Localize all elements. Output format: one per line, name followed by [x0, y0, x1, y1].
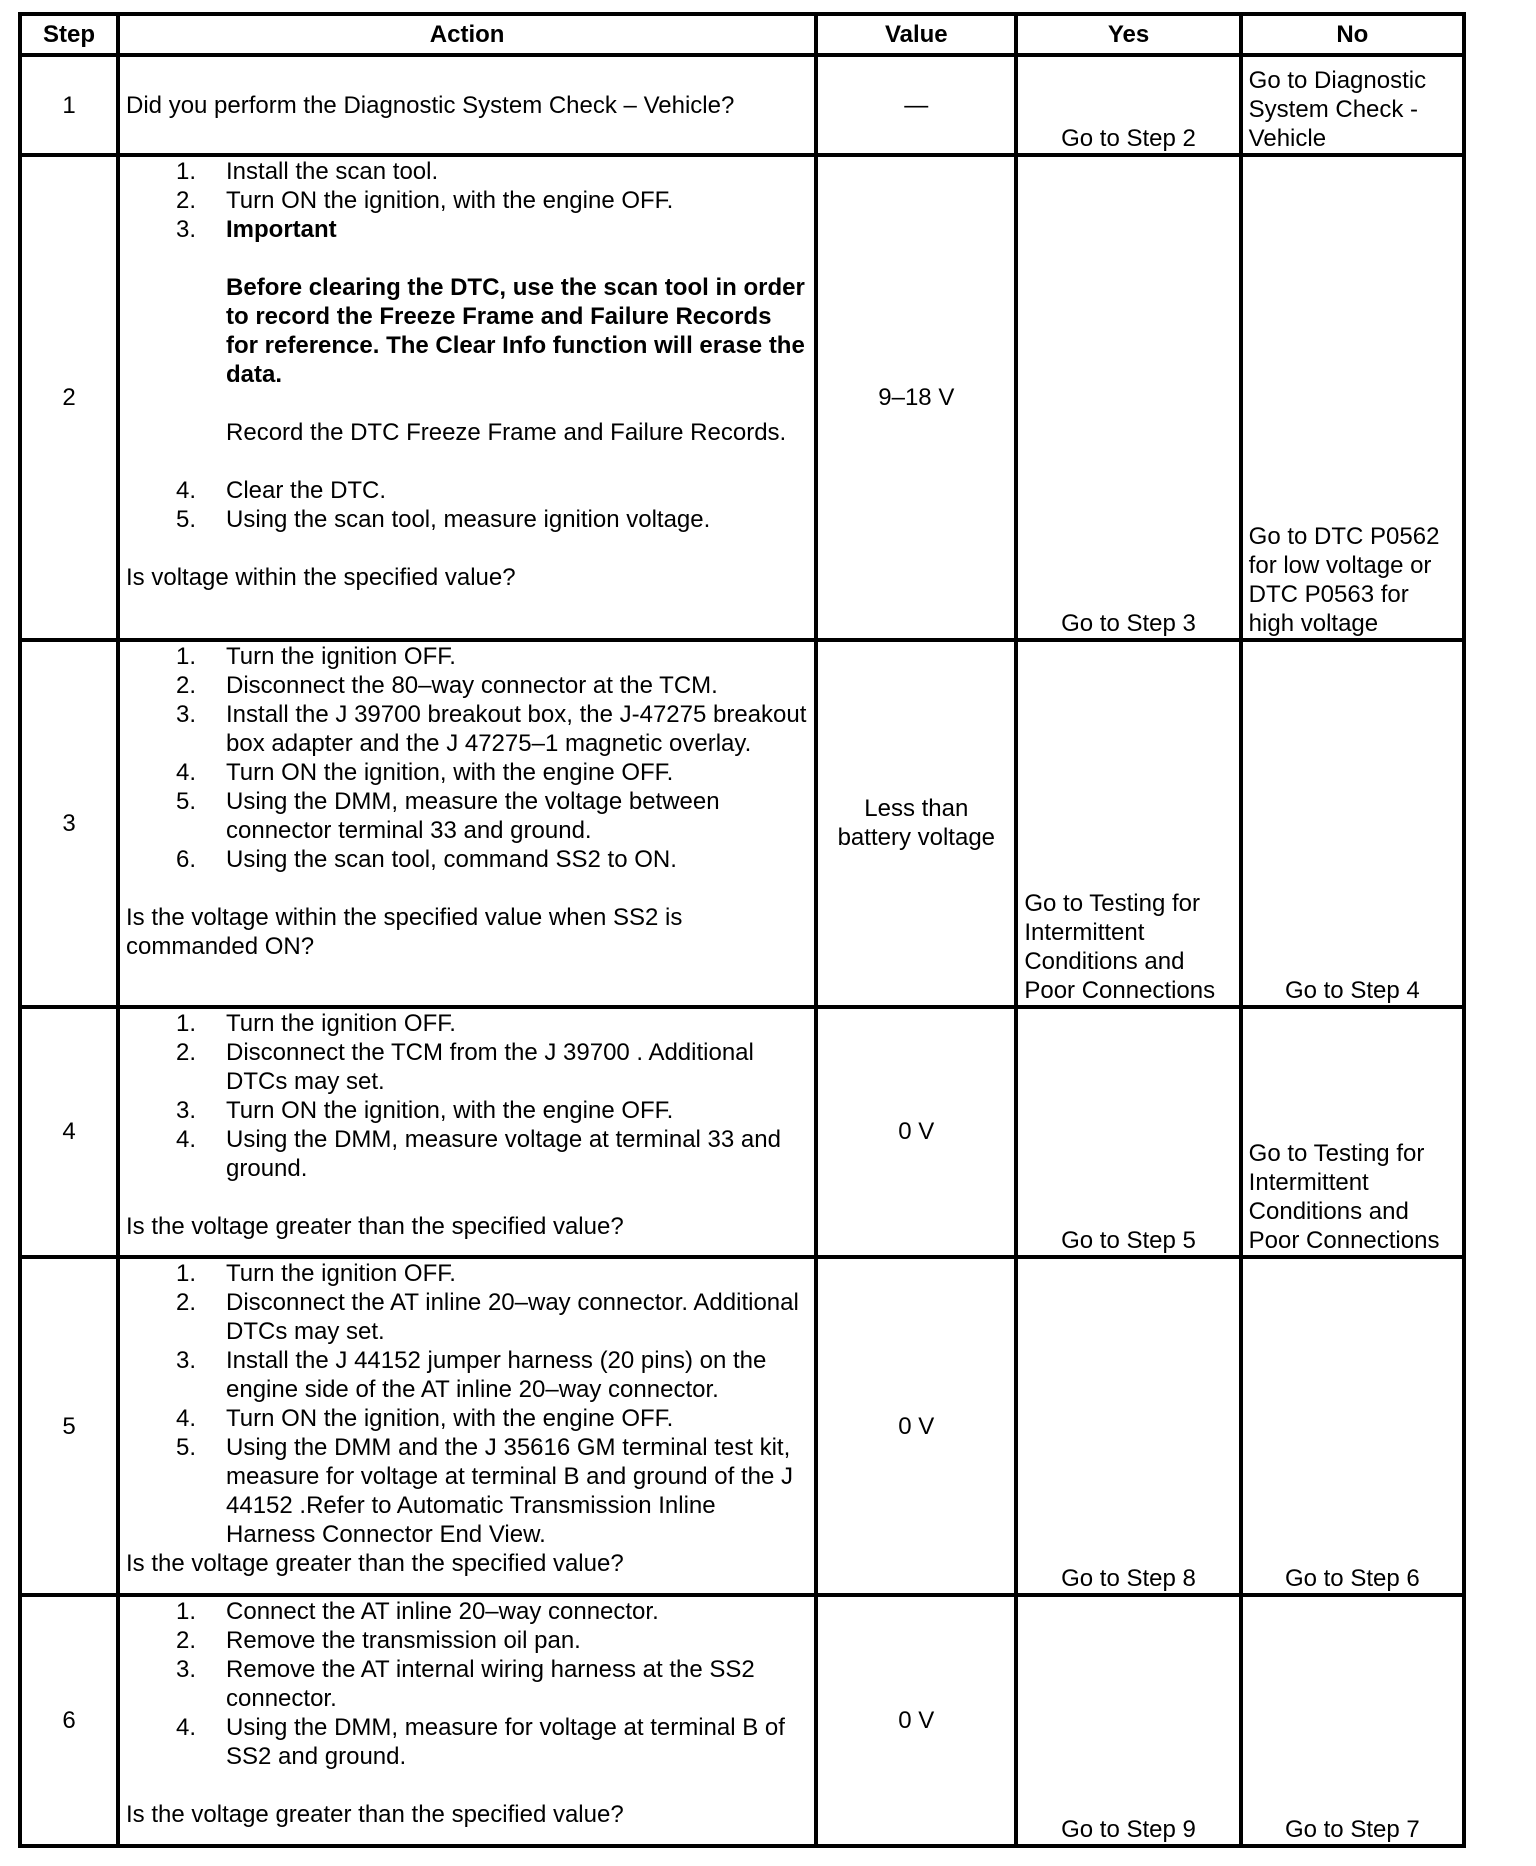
action-step [126, 671, 808, 700]
important-note: Before clearing the DTC, use the scan tool in order to record the Freeze Frame and Failure Records for reference. The Clear Info function will erase the data. [226, 274, 805, 389]
header-no: No [1241, 14, 1464, 55]
yes-cell: Go to Step 8 [1016, 1257, 1240, 1595]
yes-cell: Go to Step 3 [1016, 155, 1240, 639]
action-cell [118, 640, 816, 1007]
record-note: Record the DTC Freeze Frame and Failure Records. [226, 419, 787, 447]
step-number: 5 [20, 1257, 118, 1595]
step-text: Turn the ignition OFF. [226, 1260, 456, 1288]
value-cell: 0 V [816, 1595, 1016, 1846]
action-step [126, 476, 808, 505]
action-step [126, 1626, 808, 1655]
action-step [126, 1404, 808, 1433]
table-row [20, 1007, 1464, 1258]
step-index: 1. [176, 1598, 197, 1626]
action-steps [126, 1597, 808, 1771]
step-text: Using the scan tool, command SS2 to ON. [226, 845, 677, 873]
step-index: 4. [176, 1405, 197, 1433]
header-value: Value [816, 14, 1016, 55]
table-row [20, 55, 1464, 155]
step-index: 2. [176, 1289, 197, 1317]
table-row [20, 1595, 1464, 1846]
step-text: Turn ON the ignition, with the engine OFF. [226, 1405, 674, 1433]
step-text: Using the DMM, measure for voltage at terminal B of SS2 and ground. [226, 1714, 785, 1771]
step-text: Turn the ignition OFF. [226, 1009, 456, 1037]
action-step [126, 186, 808, 215]
step-index: 6. [176, 845, 197, 873]
yes-cell: Go to Step 9 [1016, 1595, 1240, 1846]
step-text: Install the scan tool. [226, 158, 439, 186]
step-index: 3. [176, 700, 197, 728]
yes-cell: Go to Step 2 [1016, 55, 1240, 155]
action-step [126, 1125, 808, 1183]
action-steps [126, 642, 808, 874]
action-step [126, 1655, 808, 1713]
no-cell: Go to Step 6 [1241, 1257, 1464, 1595]
action-steps [126, 1009, 808, 1183]
step-index: 5. [176, 1434, 197, 1462]
value-cell: Less than battery voltage [816, 640, 1016, 1007]
no-cell: Go to Diagnostic System Check - Vehicle [1241, 55, 1464, 155]
step-index: 4. [176, 1125, 197, 1153]
no-cell: Go to Testing for Intermittent Conditions and Poor Connections [1241, 1007, 1464, 1258]
step-number: 4 [20, 1007, 118, 1258]
step-number: 1 [20, 55, 118, 155]
action-cell [118, 55, 816, 155]
diagnostic-table [18, 12, 1466, 1848]
step-index: 3. [176, 1096, 197, 1124]
action-step [126, 505, 808, 534]
step-index: 4. [176, 758, 197, 786]
action-cell [118, 155, 816, 639]
action-step [126, 1433, 808, 1549]
value-cell: 0 V [816, 1257, 1016, 1595]
step-text: Connect the AT inline 20–way connector. [226, 1598, 659, 1626]
action-step [126, 215, 808, 244]
step-text: Turn ON the ignition, with the engine OFF. [226, 758, 674, 786]
no-cell: Go to Step 7 [1241, 1595, 1464, 1846]
step-index: 1. [176, 1009, 197, 1037]
action-step [126, 1038, 808, 1096]
step-number: 6 [20, 1595, 118, 1846]
step-text: Remove the transmission oil pan. [226, 1627, 581, 1655]
no-cell: Go to DTC P0562 for low voltage or DTC P0563 for high voltage [1241, 155, 1464, 639]
step-text: Disconnect the 80–way connector at the TCM. [226, 671, 718, 699]
step-text: Using the DMM, measure the voltage between connector terminal 33 and ground. [226, 787, 720, 844]
step-index: 2. [176, 1627, 197, 1655]
action-step [126, 845, 808, 874]
value-cell: 0 V [816, 1007, 1016, 1258]
step-text: Disconnect the TCM from the J 39700 . Additional DTCs may set. [226, 1038, 754, 1095]
step-index: 1. [176, 642, 197, 670]
step-text: Install the J 39700 breakout box, the J-47275 breakout box adapter and the J 47275–1 magnetic overlay. [226, 700, 807, 757]
value-cell: — [816, 55, 1016, 155]
yes-cell: Go to Step 5 [1016, 1007, 1240, 1258]
action-step [126, 1713, 808, 1771]
action-step [126, 1259, 808, 1288]
step-text: Turn ON the ignition, with the engine OFF. [226, 187, 674, 215]
action-question: Is voltage within the specified value? [126, 564, 516, 592]
step-index: 4. [176, 477, 197, 505]
step-index: 1. [176, 1260, 197, 1288]
no-cell: Go to Step 4 [1241, 640, 1464, 1007]
step-text: Using the DMM, measure voltage at terminal 33 and ground. [226, 1125, 781, 1182]
step-index: 4. [176, 1714, 197, 1742]
step-index: 5. [176, 787, 197, 815]
action-step [126, 1009, 808, 1038]
step-number: 2 [20, 155, 118, 639]
step-text: Disconnect the AT inline 20–way connector. Additional DTCs may set. [226, 1289, 799, 1346]
action-step [126, 157, 808, 186]
header-yes: Yes [1016, 14, 1240, 55]
step-text: Clear the DTC. [226, 477, 387, 505]
action-step [126, 642, 808, 671]
step-text: Important [226, 216, 337, 244]
action-steps [126, 476, 808, 534]
action-step [126, 758, 808, 787]
action-question: Did you perform the Diagnostic System Check – Vehicle? [126, 91, 735, 119]
step-index: 2. [176, 1038, 197, 1066]
action-cell [118, 1595, 816, 1846]
step-index: 3. [176, 216, 197, 244]
yes-cell: Go to Testing for Intermittent Conditions and Poor Connections [1016, 640, 1240, 1007]
action-question: Is the voltage greater than the specified value? [126, 1550, 624, 1578]
action-step [126, 1346, 808, 1404]
action-step [126, 700, 808, 758]
action-cell [118, 1257, 816, 1595]
step-index: 3. [176, 1656, 197, 1684]
step-text: Remove the AT internal wiring harness at the SS2 connector. [226, 1656, 755, 1713]
header-step: Step [20, 14, 118, 55]
table-row [20, 1257, 1464, 1595]
action-steps [126, 1259, 808, 1549]
value-cell: 9–18 V [816, 155, 1016, 639]
step-index: 3. [176, 1347, 197, 1375]
step-index: 2. [176, 671, 197, 699]
step-text: Install the J 44152 jumper harness (20 pins) on the engine side of the AT inline 20–way connector. [226, 1347, 767, 1404]
step-text: Using the DMM and the J 35616 GM terminal test kit, measure for voltage at terminal B and ground of the J 44152 .Refer to Automatic Transmission Inline Harness Connector End View. [226, 1434, 794, 1549]
action-steps [126, 157, 808, 244]
header-action: Action [118, 14, 816, 55]
step-index: 2. [176, 187, 197, 215]
step-index: 5. [176, 506, 197, 534]
action-question: Is the voltage greater than the specified value? [126, 1801, 624, 1829]
table-row [20, 155, 1464, 639]
step-number: 3 [20, 640, 118, 1007]
action-step [126, 1597, 808, 1626]
header-row [20, 14, 1464, 55]
step-text: Using the scan tool, measure ignition voltage. [226, 506, 711, 534]
action-step [126, 1288, 808, 1346]
step-text: Turn the ignition OFF. [226, 642, 456, 670]
action-step [126, 787, 808, 845]
action-question: Is the voltage greater than the specified value? [126, 1212, 624, 1240]
action-question: Is the voltage within the specified value when SS2 is commanded ON? [126, 903, 683, 960]
action-cell [118, 1007, 816, 1258]
step-text: Turn ON the ignition, with the engine OFF. [226, 1096, 674, 1124]
step-index: 1. [176, 158, 197, 186]
action-step [126, 1096, 808, 1125]
table-row [20, 640, 1464, 1007]
